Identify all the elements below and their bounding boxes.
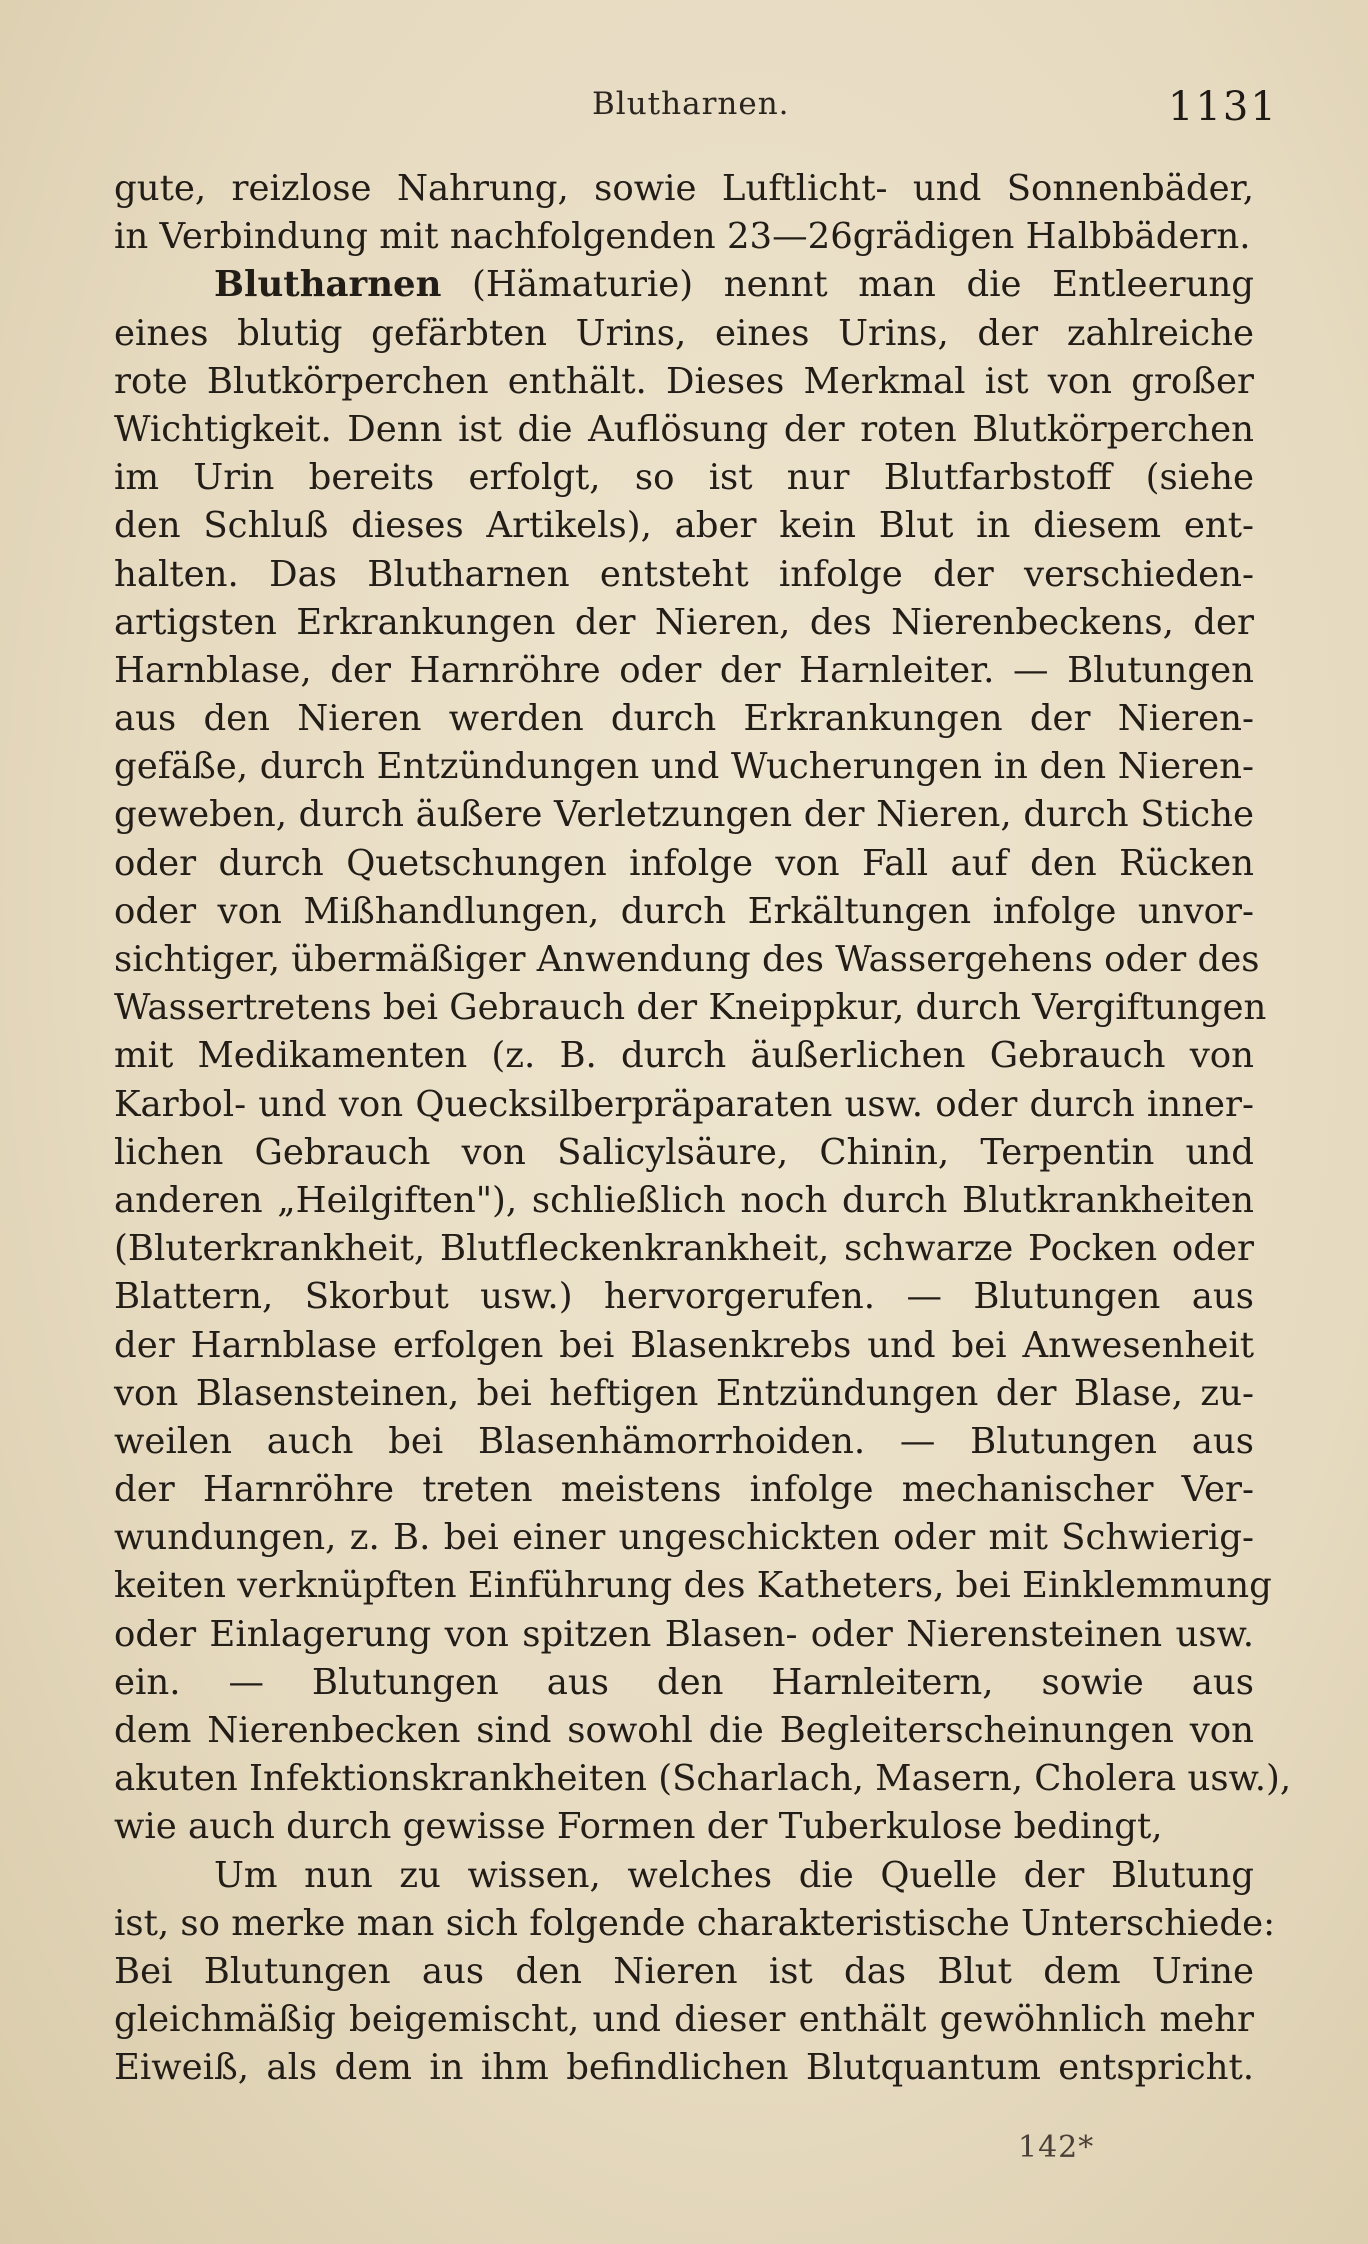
text-line: Harnblase, der Harnröhre oder der Harnleiter. — Blutungen [114, 649, 1254, 691]
text-line: artigsten Erkrankungen der Nieren, des Nierenbeckens, der [114, 601, 1254, 643]
body-text [114, 165, 1292, 2093]
text-line: ein. — Blutungen aus den Harnleitern, sowie aus [114, 1661, 1254, 1703]
text-line: gleichmäßig beigemischt, und dieser enthält gewöhnlich mehr [114, 1999, 1254, 2041]
text-line: (Bluterkrankheit, Blutfleckenkrankheit, schwarze Pocken oder [114, 1228, 1254, 1270]
page-number: 1131 [1168, 84, 1278, 130]
text-line: Um nun zu wissen, welches die Quelle der Blutung [214, 1854, 1254, 1896]
text-line: oder von Mißhandlungen, durch Erkältungen infolge unvor- [114, 890, 1254, 932]
running-head: Blutharnen. [592, 86, 790, 122]
text-line: eines blutig gefärbten Urins, eines Urins, der zahlreiche [114, 312, 1254, 354]
text-line: Bei Blutungen aus den Nieren ist das Blut dem Urine [114, 1950, 1254, 1992]
text-line: wie auch durch gewisse Formen der Tuberkulose bedingt, [114, 1806, 1163, 1848]
text-line: Blattern, Skorbut usw.) hervorgerufen. — Blutungen aus [114, 1276, 1254, 1318]
text-line: aus den Nieren werden durch Erkrankungen der Nieren- [114, 698, 1254, 740]
text-line: in Verbindung mit nachfolgenden 23—26grädigen Halbbädern. [114, 216, 1251, 258]
text-line: Wassertretens bei Gebrauch der Kneippkur, durch Vergiftungen [114, 987, 1267, 1029]
page-header [0, 78, 1368, 138]
text-line: halten. Das Blutharnen entsteht infolge der verschieden- [114, 553, 1254, 595]
text-line: gefäße, durch Entzündungen und Wucherungen in den Nieren- [114, 746, 1254, 788]
text-line: von Blasensteinen, bei heftigen Entzündungen der Blase, zu- [114, 1372, 1254, 1414]
text-line: weilen auch bei Blasenhämorrhoiden. — Blutungen aus [114, 1420, 1254, 1462]
text-line [114, 261, 1254, 309]
text-line: oder durch Quetschungen infolge von Fall auf den Rücken [114, 842, 1254, 884]
text-line: Eiweiß, als dem in ihm befindlichen Blutquantum entspricht. [114, 2047, 1254, 2089]
text-line: der Harnblase erfolgen bei Blasenkrebs und bei Anwesenheit [114, 1324, 1254, 1366]
text-line: rote Blutkörperchen enthält. Dieses Merkmal ist von großer [114, 360, 1254, 402]
text-line: den Schluß dieses Artikels), aber kein Blut in diesem ent- [114, 505, 1254, 547]
text-line: oder Einlagerung von spitzen Blasen- oder Nierensteinen usw. [114, 1613, 1254, 1655]
text-line: gute, reizlose Nahrung, sowie Luftlicht- und Sonnenbäder, [114, 168, 1254, 209]
text-line: Karbol- und von Quecksilberpräparaten usw. oder durch inner- [114, 1083, 1254, 1125]
entry-term: Blutharnen [214, 264, 442, 306]
text-line: anderen „Heilgiften"), schließlich noch durch Blutkrankheiten [114, 1179, 1254, 1221]
paragraph-2 [114, 261, 1292, 1851]
text-line: der Harnröhre treten meistens infolge mechanischer Ver- [114, 1469, 1254, 1511]
text-line: keiten verknüpften Einführung des Katheters, bei Einklemmung [114, 1565, 1272, 1607]
text-line: ist, so merke man sich folgende charakteristische Unterschiede: [114, 1902, 1276, 1944]
text-line: wundungen, z. B. bei einer ungeschickten oder mit Schwierig- [114, 1517, 1254, 1559]
text-line: mit Medikamenten (z. B. durch äußerlichen Gebrauch von [114, 1035, 1254, 1077]
text-line: Wichtigkeit. Denn ist die Auflösung der roten Blutkörperchen [114, 408, 1254, 450]
paragraph-1 [114, 165, 1254, 261]
text-line: lichen Gebrauch von Salicylsäure, Chinin, Terpentin und [114, 1131, 1254, 1173]
text-line: sichtiger, übermäßiger Anwendung des Wassergehens oder des [114, 939, 1260, 980]
paragraph-3 [114, 1852, 1276, 2093]
text-line: akuten Infektionskrankheiten (Scharlach, Masern, Cholera usw.), [114, 1758, 1292, 1800]
text-line: dem Nierenbecken sind sowohl die Begleiterscheinungen von [114, 1710, 1254, 1751]
entry-term-rest: (Hämaturie) nennt man die Entleerung [472, 264, 1254, 306]
text-line: im Urin bereits erfolgt, so ist nur Blutfarbstoff (siehe [114, 457, 1254, 499]
text-line: geweben, durch äußere Verletzungen der Nieren, durch Stiche [114, 794, 1254, 836]
signature-mark: 142* [1018, 2130, 1095, 2165]
